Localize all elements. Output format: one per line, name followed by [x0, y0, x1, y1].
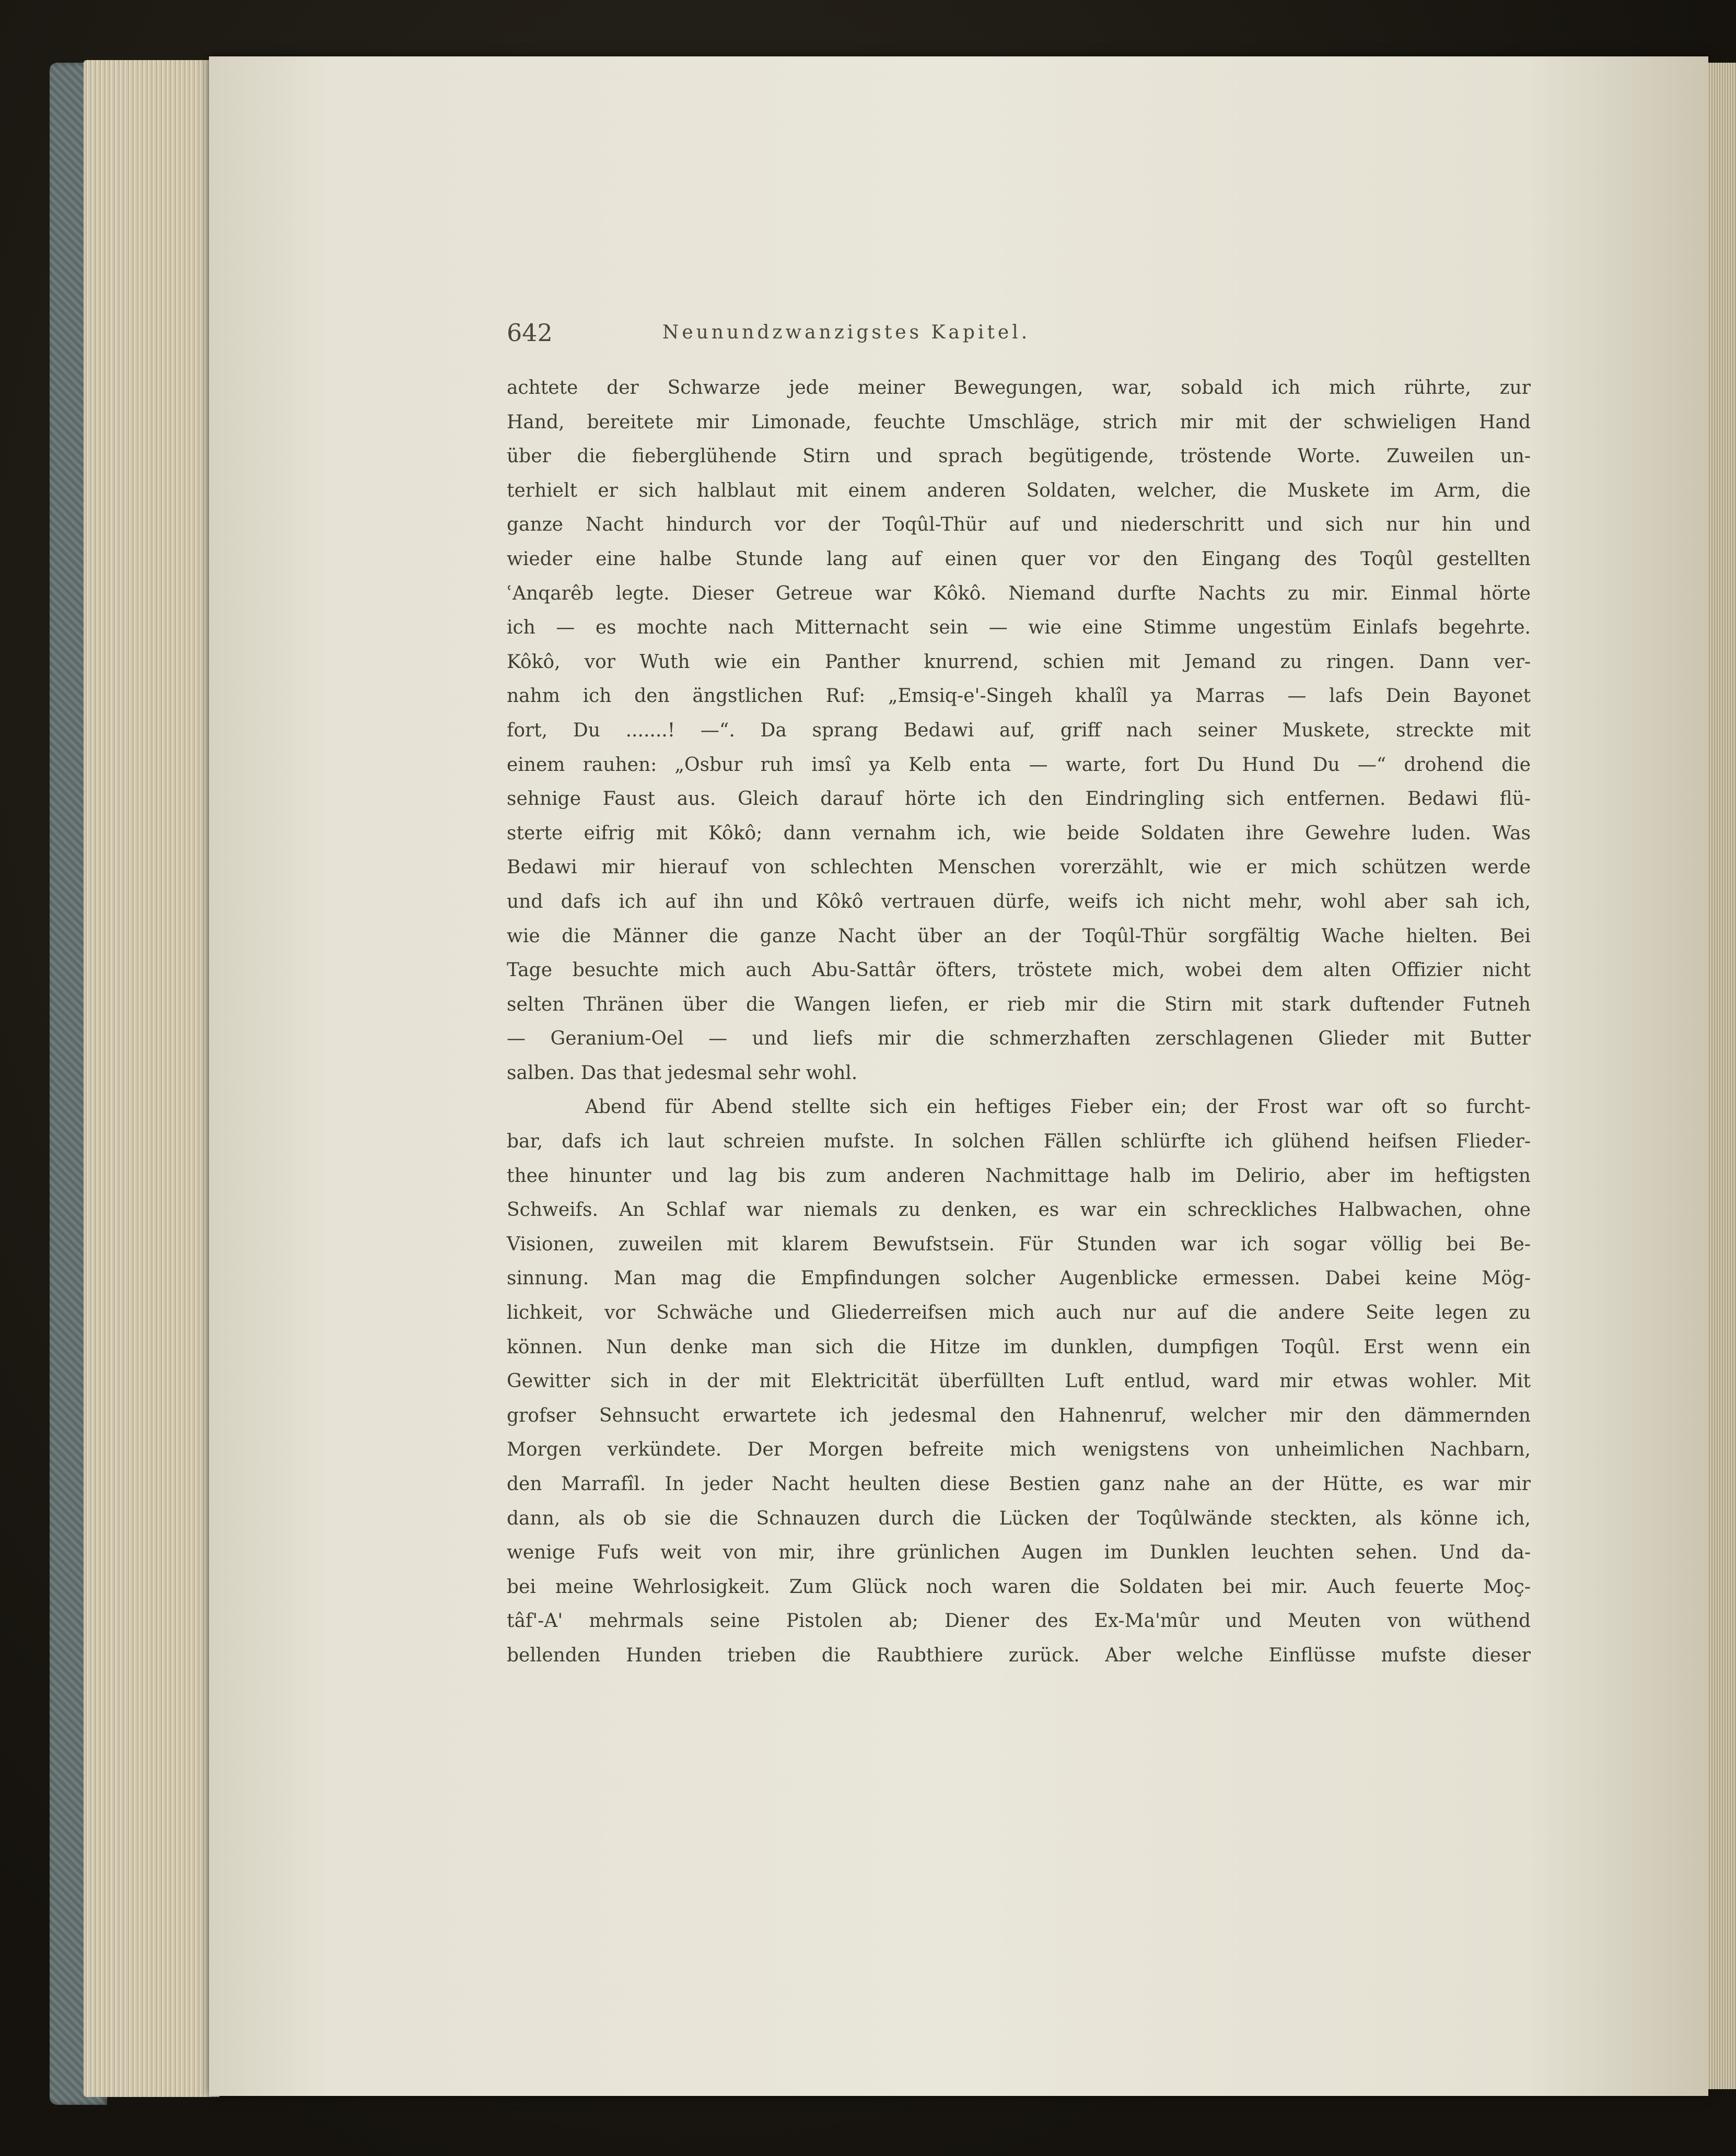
- text-line: Tage besuchte mich auch Abu-Sattâr öfters, tröstete mich, wobei dem alten Offizier nicht: [507, 959, 1531, 981]
- text-line: thee hinunter und lag bis zum anderen Nachmittage halb im Delirio, aber im heftigsten: [507, 1165, 1531, 1187]
- text-line: Hand, bereitete mir Limonade, feuchte Umschläge, strich mir mit der schwieligen Hand: [507, 411, 1531, 433]
- running-head: Neunundzwanzigstes Kapitel.: [662, 322, 1031, 343]
- text-line: achtete der Schwarze jede meiner Bewegungen, war, sobald ich mich rührte, zur: [507, 377, 1531, 399]
- text-line: Visionen, zuweilen mit klarem Bewufstsein. Für Stunden war ich sogar völlig bei Be-: [507, 1233, 1531, 1255]
- text-line: wie die Männer die ganze Nacht über an der Toqûl-Thür sorgfältig Wache hielten. Bei: [507, 925, 1531, 947]
- text-line: ʿAnqarêb legte. Dieser Getreue war Kôkô. Niemand durfte Nachts zu mir. Einmal hörte: [507, 582, 1531, 604]
- text-line: — Geranium-Oel — und liefs mir die schmerzhaften zerschlagenen Glieder mit Butter: [507, 1028, 1531, 1050]
- text-line: können. Nun denke man sich die Hitze im dunklen, dumpfigen Toqûl. Erst wenn ein: [507, 1336, 1531, 1358]
- text-line: selten Thränen über die Wangen liefen, er rieb mir die Stirn mit stark duftender Futneh: [507, 993, 1531, 1015]
- text-line: Kôkô, vor Wuth wie ein Panther knurrend, schien mit Jemand zu ringen. Dann ver-: [507, 651, 1531, 673]
- page-edges-right: [1707, 63, 1736, 2089]
- text-line: bei meine Wehrlosigkeit. Zum Glück noch waren die Soldaten bei mir. Auch feuerte Moç-: [507, 1576, 1531, 1598]
- text-line: einem rauhen: „Osbur ruh imsî ya Kelb enta — warte, fort Du Hund Du —“ drohend die: [507, 754, 1531, 776]
- text-line: wenige Fufs weit von mir, ihre grünlichen Augen im Dunklen leuchten sehen. Und da-: [507, 1542, 1531, 1564]
- text-line: Bedawi mir hierauf von schlechten Menschen vorerzählt, wie er mich schützen werde: [507, 857, 1531, 878]
- text-line: ich — es mochte nach Mitternacht sein — wie eine Stimme ungestüm Einlafs begehrte.: [507, 617, 1531, 639]
- text-line: ganze Nacht hindurch vor der Toqûl-Thür auf und niederschritt und sich nur hin und: [507, 514, 1531, 536]
- text-line: Gewitter sich in der mit Elektricität überfüllten Luft entlud, ward mir etwas wohler. Mit: [507, 1370, 1531, 1392]
- page-edges-left: [84, 60, 219, 2097]
- text-line: fort, Du .......! —“. Da sprang Bedawi auf, griff nach seiner Muskete, streckte mit: [507, 719, 1531, 741]
- text-line: lichkeit, vor Schwäche und Gliederreifsen mich auch nur auf die andere Seite legen zu: [507, 1302, 1531, 1324]
- text-line: bellenden Hunden trieben die Raubthiere zurück. Aber welche Einflüsse mufste dieser: [507, 1644, 1531, 1666]
- text-line: wieder eine halbe Stunde lang auf einen quer vor den Eingang des Toqûl gestellten: [507, 548, 1531, 570]
- text-line: nahm ich den ängstlichen Ruf: „Emsiq-e'-Singeh khalîl ya Marras — lafs Dein Bayonet: [507, 685, 1531, 707]
- text-line: tâf'-A' mehrmals seine Pistolen ab; Diener des Ex-Ma'mûr und Meuten von wüthend: [507, 1610, 1531, 1632]
- text-line: salben. Das that jedesmal sehr wohl.: [507, 1062, 858, 1084]
- text-line: grofser Sehnsucht erwartete ich jedesmal den Hahnenruf, welcher mir den dämmernden: [507, 1404, 1531, 1426]
- text-line: sehnige Faust aus. Gleich darauf hörte ich den Eindringling sich entfernen. Bedawi flü-: [507, 788, 1531, 810]
- text-line: dann, als ob sie die Schnauzen durch die Lücken der Toqûlwände steckten, als könne ich,: [507, 1507, 1531, 1529]
- text-line: und dafs ich auf ihn und Kôkô vertrauen dürfe, weifs ich nicht mehr, wohl aber sah ich,: [507, 890, 1531, 912]
- text-line: sterte eifrig mit Kôkô; dann vernahm ich, wie beide Soldaten ihre Gewehre luden. Was: [507, 822, 1531, 844]
- page-header: [507, 319, 1186, 355]
- text-line: bar, dafs ich laut schreien mufste. In solchen Fällen schlürfte ich glühend heifsen Flieder-: [507, 1131, 1531, 1153]
- text-line: terhielt er sich halblaut mit einem anderen Soldaten, welcher, die Muskete im Arm, die: [507, 479, 1531, 501]
- text-line: Schweifs. An Schlaf war niemals zu denken, es war ein schreckliches Halbwachen, ohne: [507, 1199, 1531, 1221]
- text-line: den Marrafîl. In jeder Nacht heulten diese Bestien ganz nahe an der Hütte, es war mir: [507, 1473, 1531, 1495]
- text-line: sinnung. Man mag die Empfindungen solcher Augenblicke ermessen. Dabei keine Mög-: [507, 1268, 1531, 1290]
- text-line: Morgen verkündete. Der Morgen befreite mich wenigstens von unheimlichen Nachbarn,: [507, 1439, 1531, 1461]
- text-line: über die fieberglühende Stirn und sprach begütigende, tröstende Worte. Zuweilen un-: [507, 446, 1531, 467]
- page-number: 642: [507, 319, 553, 347]
- body-text: [507, 371, 1531, 1673]
- text-line: Abend für Abend stellte sich ein heftiges Fieber ein; der Frost war oft so furcht-: [585, 1096, 1531, 1118]
